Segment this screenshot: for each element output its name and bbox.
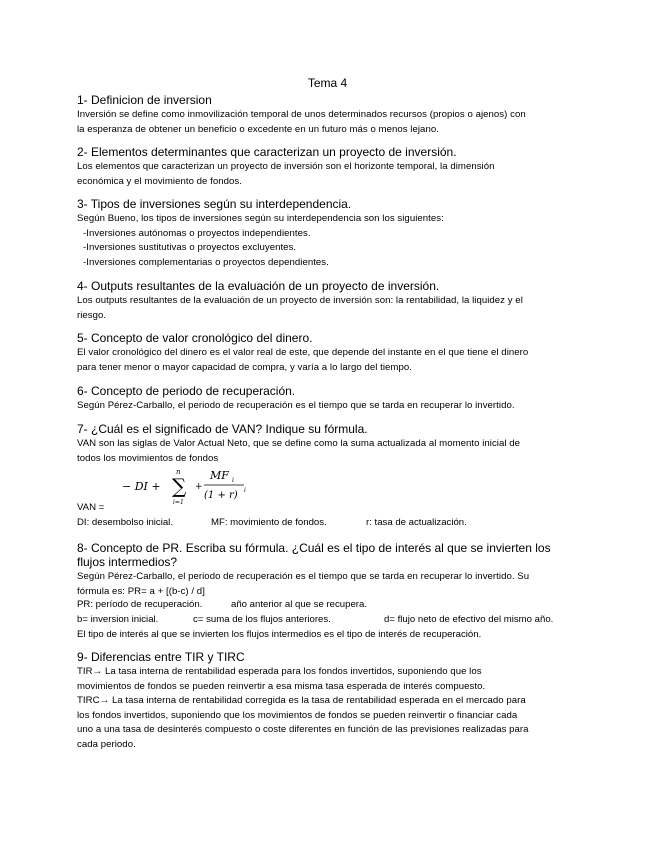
heading-6: 6- Concepto de periodo de recuperación. [77, 384, 296, 398]
text-line: Los elementos que caracterizan un proyecto de inversión son el horizonte temporal, la dimensión [77, 161, 495, 172]
legend-r: r: tasa de actualización. [366, 517, 467, 528]
paragraph-3 [77, 212, 582, 270]
text-line: movimientos de fondos se pueden reinvertir a esa misma tasa esperada de interés compuesto. [77, 680, 486, 692]
van-formula [120, 465, 270, 505]
heading-2: 2- Elementos determinantes que caracterizan un proyecto de inversión. [77, 145, 457, 159]
page-title: Tema 4 [307, 76, 348, 90]
text-line: TIRC→ La tasa interna de rentabilidad corregida es la tasa de rentabilidad esperada en el mercado para [77, 695, 526, 707]
paragraph-2 [77, 160, 582, 189]
text-line: cada periodo. [77, 738, 136, 750]
legend-a: año anterior al que se recupera. [231, 599, 367, 610]
denominator-superscript: i [244, 487, 246, 494]
formula-di: − DI + [122, 480, 161, 493]
text-line: Según Pérez-Carballo, el periodo de recuperación es el tiempo que se tarda en recuperar lo invertido. Su [77, 571, 530, 582]
legend-di: DI: desembolso inicial. [77, 517, 173, 528]
sum-lower: i=1 [173, 499, 184, 505]
paragraph-5 [77, 346, 582, 375]
formula-numerator: MF [210, 469, 229, 482]
legend-d: d= flujo neto de efectivo del mismo año. [384, 614, 554, 625]
heading-3: 3- Tipos de inversiones según su interdependencia. [77, 197, 352, 211]
formula-plus: + [195, 482, 203, 492]
text-line: económica y el movimiento de fondos. [77, 175, 242, 187]
heading-8: 8- Concepto de PR. Escriba su fórmula. ¿Cuál es el tipo de interés al que se invierten los flujos intermedios? [77, 541, 551, 569]
text-line: VAN son las siglas de Valor Actual Neto, que se define como la suma actualizada al momento inicial de [77, 438, 521, 449]
legend-b: b= inversion inicial. [77, 614, 159, 625]
heading-5: 5- Concepto de valor cronológico del dinero. [77, 331, 313, 345]
heading-9: 9- Diferencias entre TIR y TIRC [77, 650, 245, 664]
text-line: uno a una tasa de desinterés compuesto o coste diferentes en función de las previsiones realizadas para [77, 724, 529, 736]
heading-4: 4- Outputs resultantes de la evaluación de un proyecto de inversión. [77, 279, 440, 293]
legend-mf: MF: movimiento de fondos. [211, 517, 327, 528]
sigma-icon: ∑ [172, 474, 187, 498]
text-line: la esperanza de obtener un beneficio o excedente en un futuro más o menos lejano. [77, 123, 439, 135]
text-line: fórmula es: PR= a + [(b-c) / d] [77, 585, 205, 597]
text-line: Los outputs resultantes de la evaluación de un proyecto de inversión son: la rentabilidad, la liquidez y el [77, 295, 523, 306]
paragraph-6 [77, 399, 582, 414]
text-line: Según Pérez-Carballo, el periodo de recuperación es el tiempo que se tarda en recuperar lo invertido. [77, 400, 515, 411]
text-line: Inversión se define como inmovilización temporal de unos determinados recursos (propios o ajenos) con [77, 109, 526, 120]
legend-pr: PR: período de recuperación. [77, 599, 203, 610]
numerator-subscript: i [232, 477, 234, 484]
text-line: TIR→ La tasa interna de rentabilidad esperada para los fondos invertidos, suponiendo que los [77, 666, 482, 677]
list-item: -Inversiones sustitutivas o proyectos excluyentes. [83, 242, 297, 254]
legend-c: c= suma de los flujos anteriores. [193, 614, 331, 625]
paragraph-9 [77, 665, 582, 753]
heading-1: 1- Definicion de inversion [77, 93, 212, 107]
list-item: -Inversiones complementarias o proyectos dependientes. [83, 256, 329, 268]
text-line: Según Bueno, los tipos de inversiones según su interdependencia son los siguientes: [77, 213, 444, 224]
text-line: El tipo de interés al que se invierten los flujos intermedios es el tipo de interés de recuperación. [77, 629, 482, 640]
list-item: -Inversiones autónomas o proyectos independientes. [83, 227, 311, 239]
sum-upper: n [176, 468, 181, 476]
text-line: los fondos invertidos, suponiendo que los movimientos de fondos se pueden reinvertir o financiar cada [77, 709, 518, 721]
paragraph-4 [77, 294, 582, 323]
paragraph-7 [77, 437, 582, 466]
paragraph-8 [77, 570, 582, 599]
text-line: todos los movimientos de fondos [77, 452, 219, 464]
paragraph-1 [77, 108, 582, 137]
formula-denominator: (1 + r) [204, 490, 238, 501]
text-line: para tener menor o mayor capacidad de compra, y varía a lo largo del tiempo. [77, 361, 412, 373]
text-line: riesgo. [77, 309, 107, 321]
heading-7: 7- ¿Cuál es el significado de VAN? Indique su fórmula. [77, 422, 368, 436]
text-line: El valor cronológico del dinero es el valor real de este, que depende del instante en el que tiene el dinero [77, 347, 529, 358]
van-equals: VAN = [77, 502, 105, 513]
